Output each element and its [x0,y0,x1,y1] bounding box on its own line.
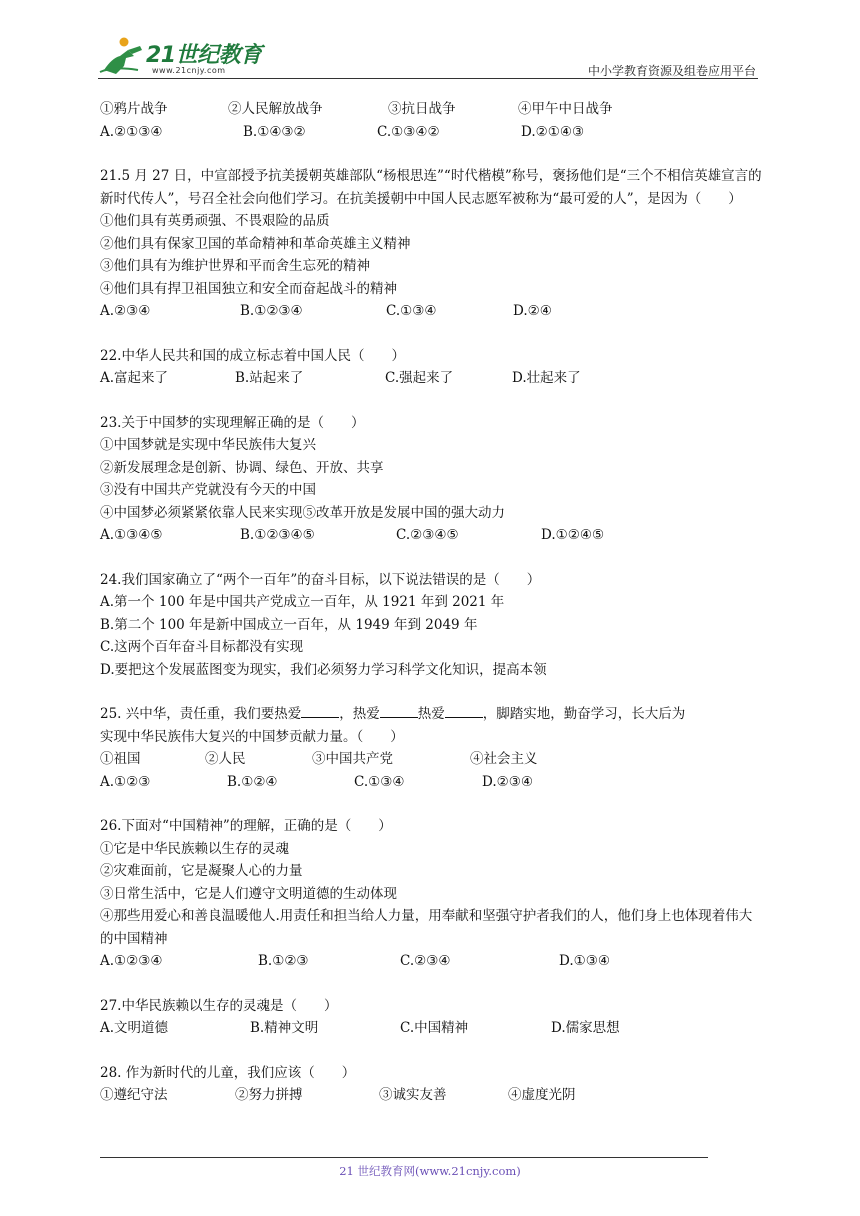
option-c[interactable]: C.①③④ [386,303,437,319]
stem-part: ，脚踏实地，勤奋学习，长大后为 [482,706,686,722]
option-b[interactable]: B.站起来了 [235,370,304,386]
question-stem [100,703,765,726]
runner-logo-icon [98,36,146,76]
option-a[interactable]: A.富起来了 [100,370,169,386]
option-d[interactable]: D.要把这个发展蓝图变为现实，我们必须努力学习科学文化知识，提高本领 [100,661,547,678]
page-header [98,30,758,80]
option-d[interactable]: D.壮起来了 [512,370,581,386]
answer-blank [380,703,418,718]
answer-options [100,950,765,973]
option-a[interactable]: A.①②③④ [100,953,163,969]
page-footer[interactable]: 21 世纪教育网(www.21cnjy.com) [339,1164,521,1178]
question-list [100,98,765,1129]
item: ③抗日战争 [388,101,456,117]
option-c[interactable]: C.强起来了 [385,370,454,386]
option-c[interactable]: C.①③④② [377,123,440,140]
logo-url: www.21cnjy.com [152,66,226,75]
question-27 [100,995,765,1040]
option-b[interactable]: B.①②③④⑤ [240,527,315,543]
option-d[interactable]: D.②④ [513,303,552,319]
answer-options [100,121,765,144]
item: ①中国梦就是实现中华民族伟大复兴 [100,437,316,453]
option-c[interactable]: C.中国精神 [400,1020,469,1036]
question-items [100,98,765,121]
question-25 [100,703,765,793]
option-d[interactable]: D.②①④③ [521,123,585,140]
platform-title: 中小学教育资源及组卷应用平台 [587,64,756,78]
option-b[interactable]: B.精神文明 [250,1020,319,1036]
item: ①祖国 [100,751,141,767]
option-a[interactable]: A.②①③④ [100,123,163,140]
stem-part: ，热爱 [339,706,380,722]
answer-options [100,1017,765,1040]
answer-options [100,771,765,794]
option-b[interactable]: B.①②③④ [240,303,303,319]
option-d[interactable]: D.儒家思想 [551,1020,620,1036]
option-d[interactable]: D.①③④ [559,953,610,969]
item: ②人民 [205,751,246,767]
question-stem: 24.我们国家确立了“两个一百年”的奋斗目标，以下说法错误的是（ ） [100,571,541,588]
item: ③日常生活中，它是人们遵守文明道德的生动体现 [100,885,397,902]
question-26 [100,815,765,973]
question-stem: 22.中华人民共和国的成立标志着中国人民（ ） [100,347,405,364]
item: ③没有中国共产党就没有今天的中国 [100,482,316,498]
site-logo [98,36,268,76]
question-items [100,748,765,771]
question-23 [100,412,765,547]
answer-options [100,300,765,323]
header-divider [98,78,758,79]
option-a[interactable]: A.文明道德 [100,1020,169,1036]
question-20 [100,98,765,143]
answer-blank [445,703,483,718]
item: ③中国共产党 [312,751,393,767]
answer-options [100,367,765,390]
stem-part: 25. 兴中华，责任重，我们要热爱 [100,706,302,722]
option-c[interactable]: C.②③④ [400,953,451,969]
stem-part: 热爱 [417,706,445,722]
option-b[interactable]: B.①②④ [227,773,278,790]
item: ②努力拼搏 [235,1087,303,1103]
option-a[interactable]: A.第一个 100 年是中国共产党成立一百年，从 1921 年到 2021 年 [100,594,505,610]
question-stem: 21.5 月 27 日，中宣部授予抗美援朝英雄部队“杨根思连”“时代楷模”称号，褒扬他们是“三个不相信英雄宣言的新时代传人”，号召全社会向他们学习。在抗美援朝中中国人民志愿军被称为“最可爱的人”，是因为（ ） [100,168,762,207]
option-a[interactable]: A.①③④⑤ [100,527,163,543]
item: ③他们具有为维护世界和平而舍生忘死的精神 [100,258,370,274]
option-a[interactable]: A.②③④ [100,303,151,319]
item: ②灾难面前，它是凝聚人心的力量 [100,863,303,879]
answer-options [100,524,765,547]
question-stem: 27.中华民族赖以生存的灵魂是（ ） [100,997,338,1014]
answer-blank [301,703,339,718]
question-24 [100,569,765,682]
question-28 [100,1062,765,1107]
question-22 [100,345,765,390]
option-a[interactable]: A.①②③ [100,773,151,790]
option-c[interactable]: C.①③④ [354,773,405,790]
item: ①鸦片战争 [100,101,168,117]
item: ④那些用爱心和善良温暖他人.用责任和担当给人力量，用奉献和坚强守护者我们的人，他们身上也体现着伟大的中国精神 [100,908,753,947]
question-21 [100,165,765,323]
logo-text: 21世纪教育 [146,43,262,68]
item: ③诚实友善 [379,1087,447,1103]
option-d[interactable]: D.①②④⑤ [541,527,605,543]
option-b[interactable]: B.第二个 100 年是新中国成立一百年，从 1949 年到 2049 年 [100,616,478,633]
item: ②新发展理念是创新、协调、绿色、开放、共享 [100,459,384,476]
item: ④虚度光阴 [508,1087,576,1103]
item: ④社会主义 [470,751,538,767]
item: ①他们具有英勇顽强、不畏艰险的品质 [100,213,330,229]
question-stem: 28. 作为新时代的儿童，我们应该（ ） [100,1064,356,1081]
item: ②他们具有保家卫国的革命精神和革命英雄主义精神 [100,235,411,252]
item: ④中国梦必须紧紧依靠人民来实现⑤改革开放是发展中国的强大动力 [100,504,505,521]
question-stem: 26.下面对“中国精神”的理解，正确的是（ ） [100,818,392,834]
item: ②人民解放战争 [228,101,323,117]
question-stem-continued: 实现中华民族伟大复兴的中国梦贡献力量。（ ） [100,728,404,745]
item: ④甲午中日战争 [518,101,613,117]
option-b[interactable]: B.①②③ [258,953,309,969]
option-b[interactable]: B.①④③② [243,123,306,140]
item: ①遵纪守法 [100,1087,168,1103]
question-items [100,1084,765,1107]
question-stem: 23.关于中国梦的实现理解正确的是（ ） [100,414,365,431]
option-d[interactable]: D.②③④ [482,773,533,790]
option-c[interactable]: C.②③④⑤ [396,527,459,543]
footer-divider [100,1157,708,1158]
option-c[interactable]: C.这两个百年奋斗目标都没有实现 [100,639,304,655]
item: ①它是中华民族赖以生存的灵魂 [100,840,289,857]
item: ④他们具有捍卫祖国独立和安全而奋起战斗的精神 [100,280,397,297]
